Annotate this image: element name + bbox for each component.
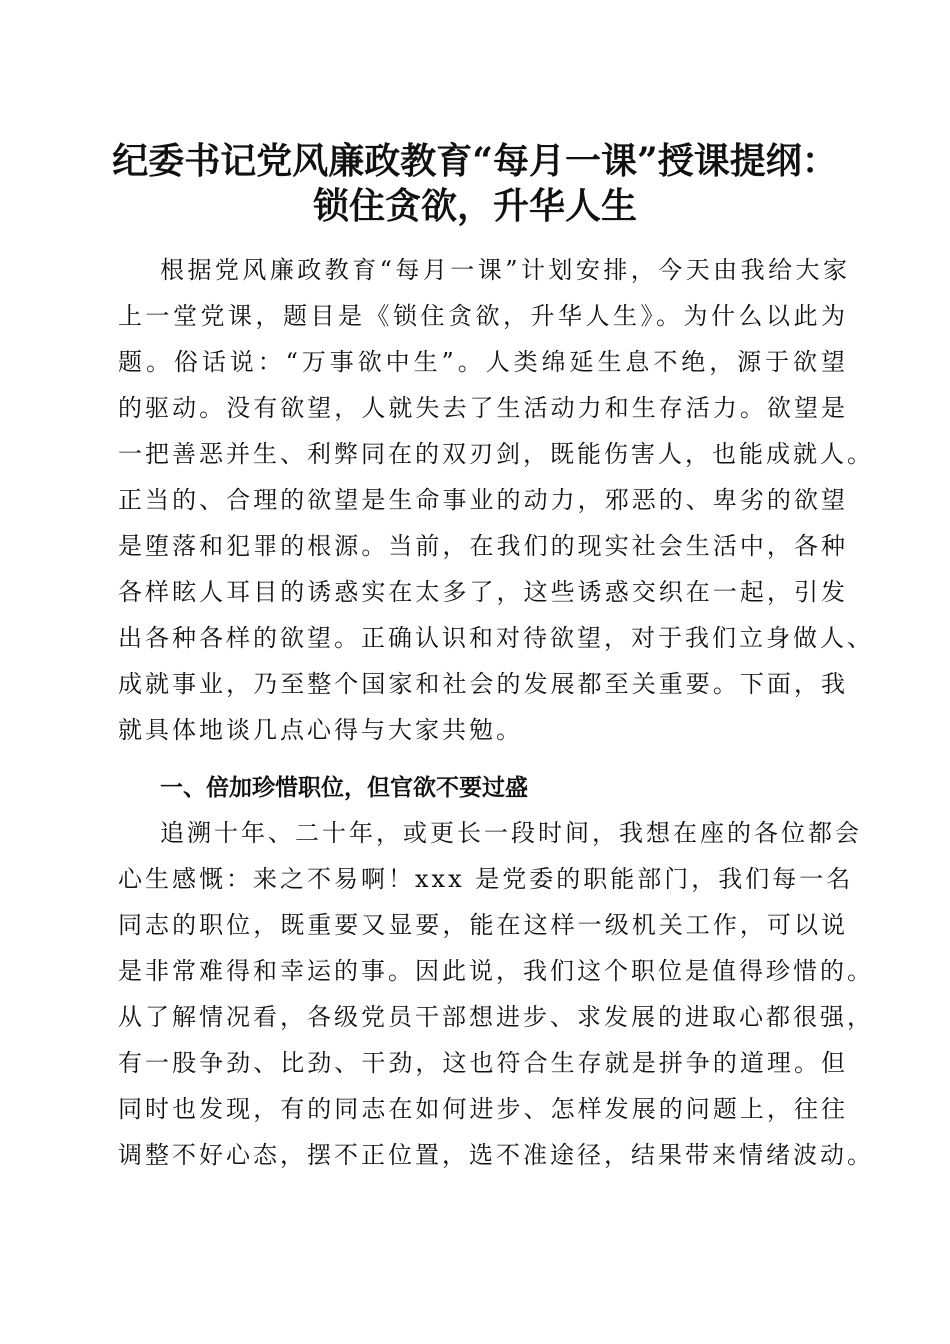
section-1-line: 有一股争劲、比劲、干劲，这也符合生存就是拼争的道理。但	[118, 1049, 848, 1077]
document-title-line-2: 锁住贪欲，升华人生	[312, 185, 637, 227]
section-1-line: 心生感慨：来之不易啊！xxx 是党委的职能部门，我们每一名	[118, 865, 854, 893]
intro-line: 题。俗话说：“万事欲中生”。人类绵延生息不绝，源于欲望	[118, 348, 848, 376]
intro-line: 正当的、合理的欲望是生命事业的动力，邪恶的、卑劣的欲望	[118, 486, 848, 514]
document-title-line-1: 纪委书记党风廉政教育“每月一课”授课提纲：	[112, 140, 838, 182]
section-1-line: 从了解情况看，各级党员干部想进步、求发展的进取心都很强，	[118, 1003, 874, 1031]
intro-line: 就具体地谈几点心得与大家共勉。	[118, 716, 523, 744]
intro-line: 是堕落和犯罪的根源。当前，在我们的现实社会生活中，各种	[118, 532, 848, 560]
section-1-heading: 一、倍加珍惜职位，但官欲不要过盛	[160, 775, 528, 801]
section-1-line: 同时也发现，有的同志在如何进步、怎样发展的问题上，往往	[118, 1095, 848, 1123]
intro-line: 根据党风廉政教育“每月一课”计划安排，今天由我给大家	[160, 256, 850, 284]
intro-line: 出各种各样的欲望。正确认识和对待欲望，对于我们立身做人、	[118, 624, 874, 652]
intro-line: 上一堂党课，题目是《锁住贪欲，升华人生》。为什么以此为	[118, 302, 848, 330]
section-1-line: 同志的职位，既重要又显要，能在这样一级机关工作，可以说	[118, 911, 848, 939]
intro-line: 各样眩人耳目的诱惑实在太多了，这些诱惑交织在一起，引发	[118, 578, 848, 606]
section-1-line: 调整不好心态，摆不正位置，选不准途径，结果带来情绪波动。	[118, 1141, 874, 1169]
intro-line: 的驱动。没有欲望，人就失去了生活动力和生存活力。欲望是	[118, 394, 848, 422]
intro-line: 成就事业，乃至整个国家和社会的发展都至关重要。下面，我	[118, 670, 848, 698]
section-1-line: 是非常难得和幸运的事。因此说，我们这个职位是值得珍惜的。	[118, 957, 874, 985]
section-1-line: 追溯十年、二十年，或更长一段时间，我想在座的各位都会	[160, 819, 862, 847]
intro-line: 一把善恶并生、利弊同在的双刃剑，既能伤害人，也能成就人。	[118, 440, 874, 468]
